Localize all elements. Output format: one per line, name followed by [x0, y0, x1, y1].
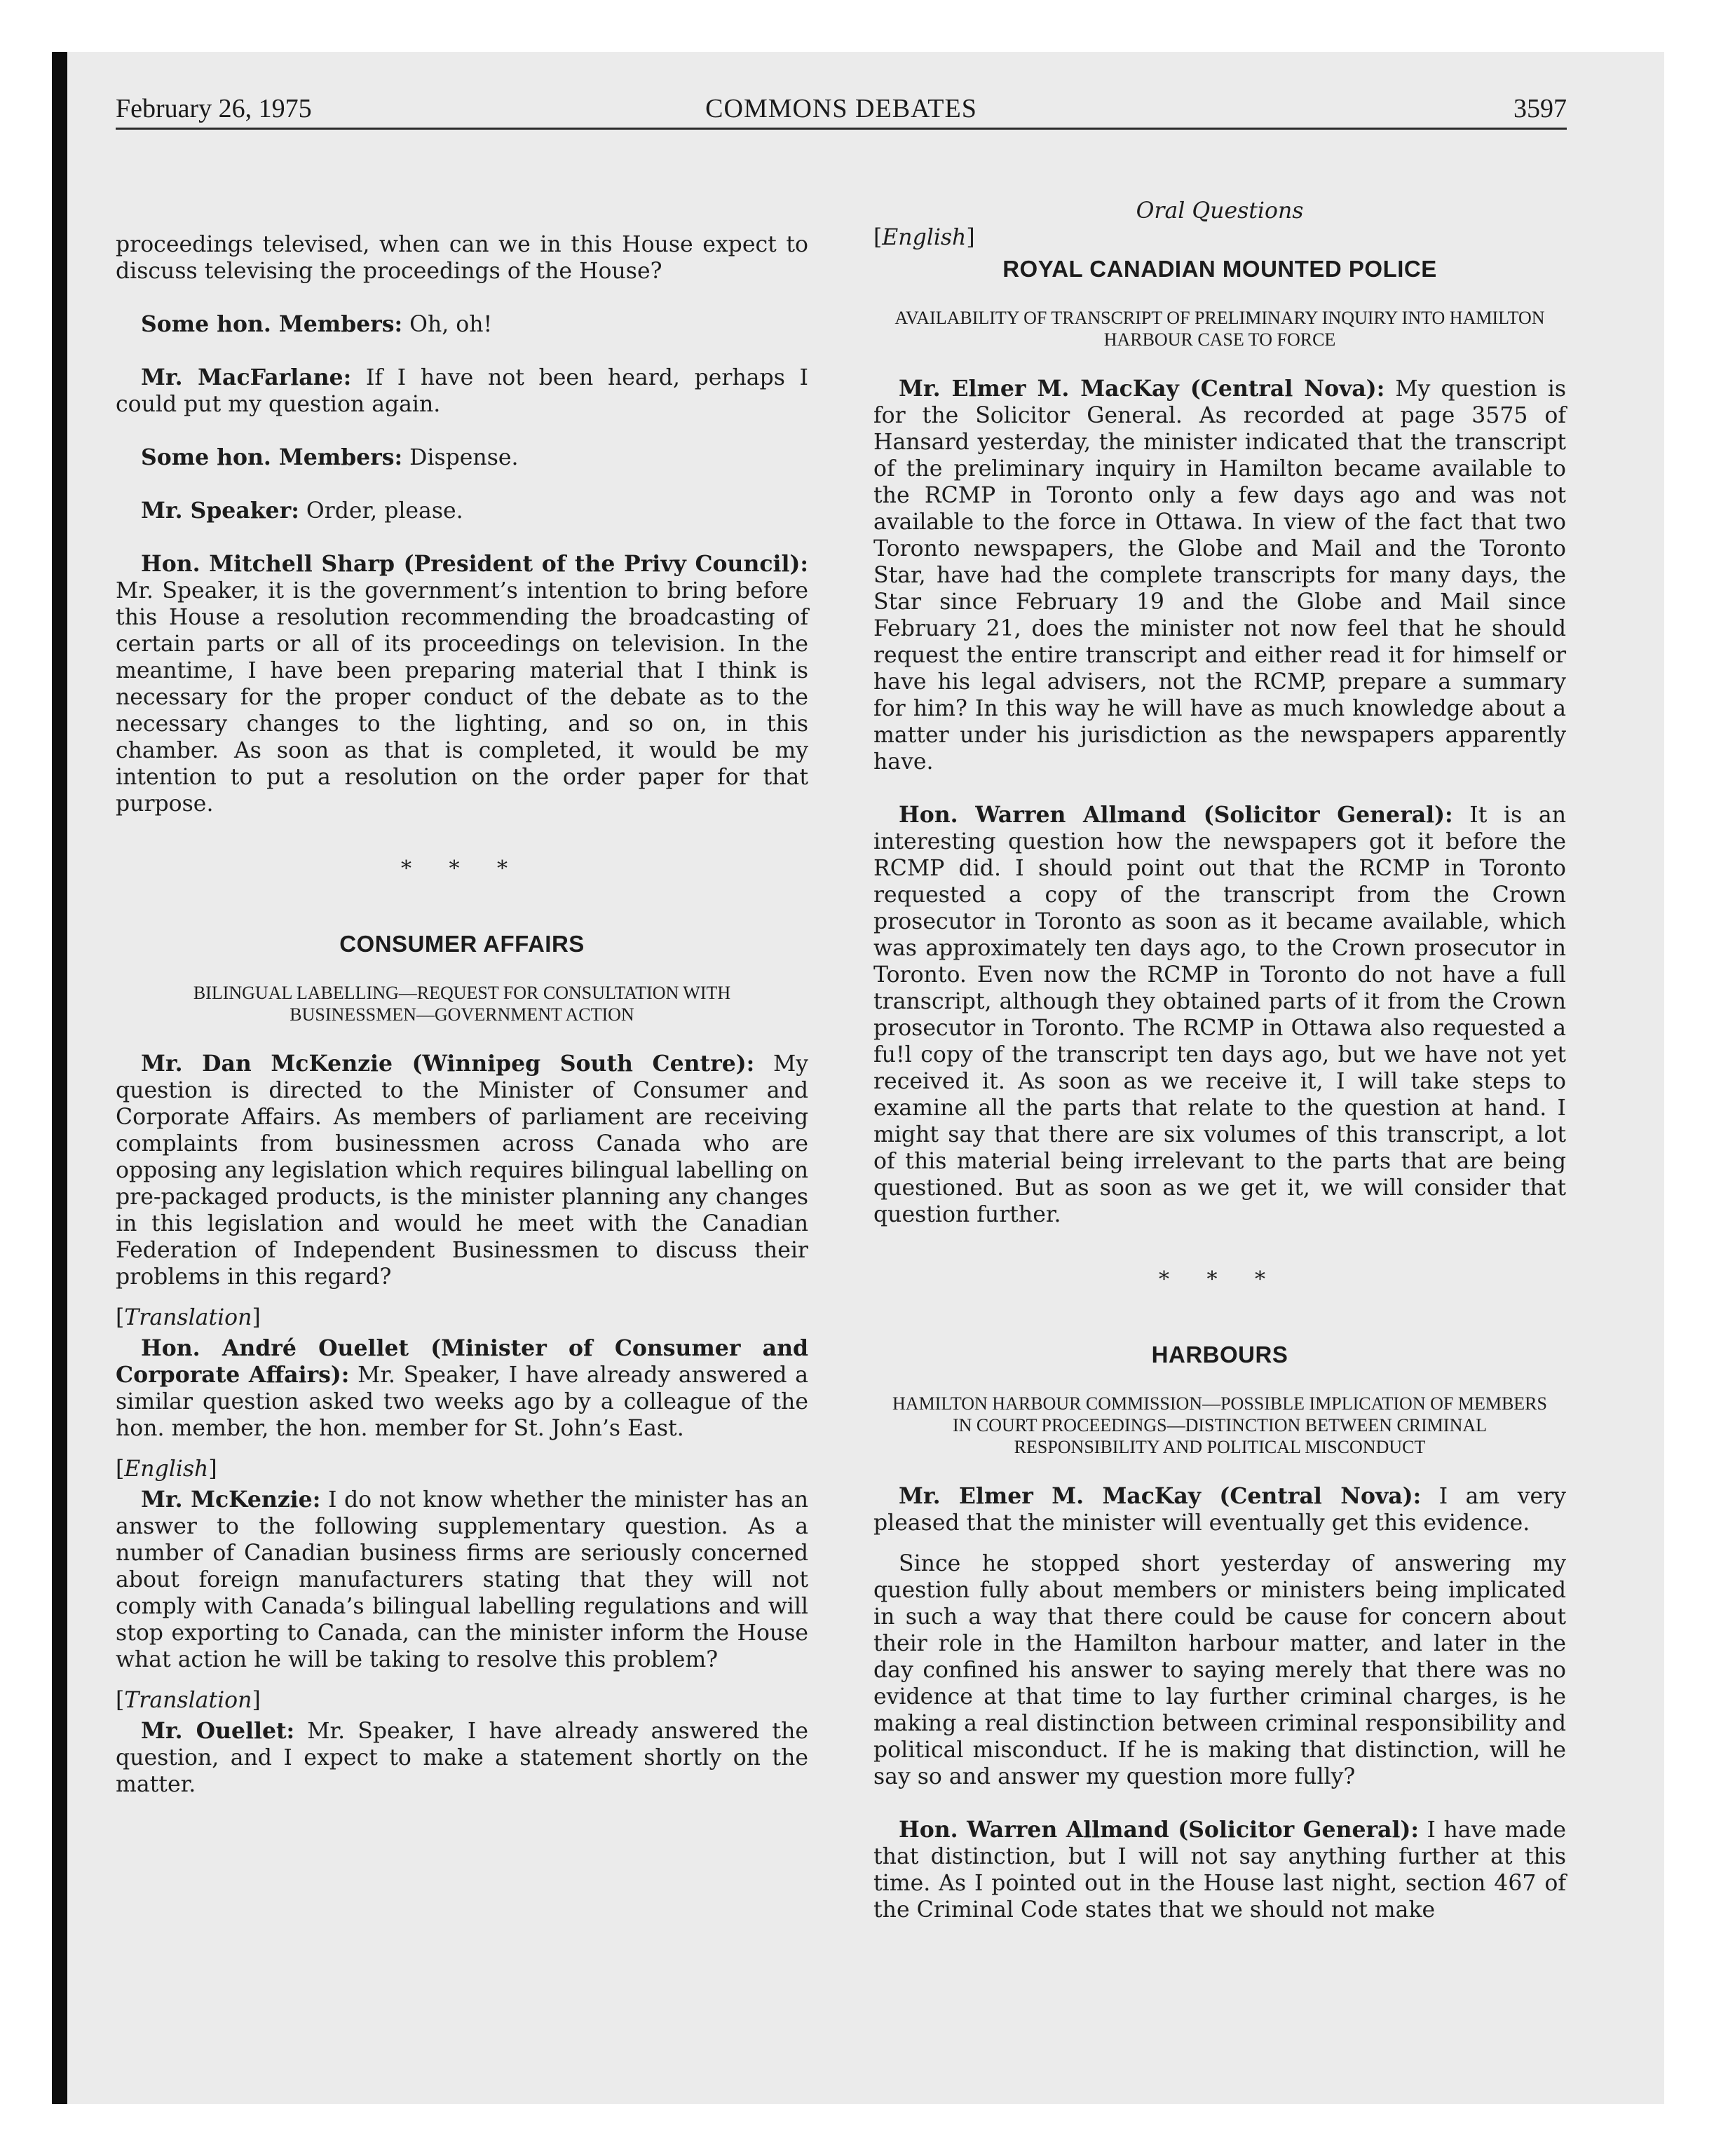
speaker-name: Some hon. Members:: [141, 311, 403, 337]
language-note: [English]: [873, 225, 975, 250]
speaker-name: Mr. McKenzie:: [141, 1487, 321, 1513]
right-column: [873, 140, 1566, 1950]
subject-heading: ROYAL CANADIAN MOUNTED POLICE: [1002, 256, 1437, 282]
subheading: HAMILTON HARBOUR COMMISSION—POSSIBLE IMPLICATION OF MEMBERS IN COURT PROCEEDINGS—DISTINCTION BETWEEN CRIMINAL RESPONSIBILITY AND POLITICAL MISCONDUCT: [892, 1393, 1547, 1457]
paragraph: Mr. Ouellet: Mr. Speaker, I have already answered the question, and I expect to make a statement shortly on the matter.: [116, 1718, 808, 1797]
paragraph: Hon. Warren Allmand (Solicitor General): It is an interesting question how the newspapers got it before the RCMP did. I should point out that the RCMP in Toronto requested a copy of the transcript from the Crown prosecutor in Toronto as soon as it became available, which was approximately ten days ago, to the Crown prosecutor in Toronto. Even now the RCMP in Toronto do not have a full transcript, although they obtained parts of it from the Crown prosecutor in Toronto. The RCMP in Ottawa also requested a fu!l copy of the transcript ten days ago, but we have not yet received it. As soon as we receive it, I will take steps to examine all the parts that relate to the question at hand. I might say that there are six volumes of this transcript, a lot of this material being irrelevant to the parts that are being questioned. But as soon as we get it, we will consider that question further.: [873, 802, 1566, 1227]
speaker-name: Mr. MacFarlane:: [141, 364, 352, 390]
language-note: [Translation]: [116, 1688, 261, 1713]
speaker-name: Mr. Dan McKenzie (Winnipeg South Centre):: [141, 1051, 755, 1077]
header-journal-title: COMMONS DEBATES: [705, 94, 977, 123]
scan-border-edge: [52, 52, 67, 2104]
speaker-name: Mr. Speaker:: [141, 498, 299, 524]
speaker-name: Hon. Mitchell Sharp (President of the Privy Council):: [141, 551, 808, 577]
section-separator: * * *: [400, 857, 524, 881]
header-page-number: 3597: [1513, 94, 1567, 123]
language-note: [English]: [116, 1456, 217, 1482]
speaker-name: Hon. Warren Allmand (Solicitor General):: [899, 802, 1453, 828]
speaker-name: Mr. Elmer M. MacKay (Central Nova):: [899, 1483, 1422, 1509]
paragraph: Since he stopped short yesterday of answering my question fully about members or ministers being implicated in such a way that there could be cause for concern about their role in the Hamilton harbour matter, and later in the day confined his answer to saying merely that there was no evidence at that time to lay further criminal charges, is he making a real distinction between criminal responsibility and political misconduct. If he is making that distinction, will he say so and answer my question more fully?: [873, 1551, 1566, 1789]
paragraph: Hon. Mitchell Sharp (President of the Privy Council): Mr. Speaker, it is the government’s intention to bring before this House a resolution recommending the broadcasting of certain parts or all of its proceedings on television. In the meantime, I have been preparing material that I think is necessary for the proper conduct of the debate as to the necessary changes to the lighting, and so on, in this chamber. As soon as that is completed, it would be my intention to put a resolution on the order paper for that purpose.: [116, 551, 808, 817]
paragraph: Mr. MacFarlane: If I have not been heard, perhaps I could put my question again.: [116, 364, 809, 417]
speaker-name: Hon. André Ouellet (Minister of Consumer and Corporate Affairs):: [116, 1335, 808, 1388]
speaker-name: Mr. Ouellet:: [141, 1718, 295, 1744]
paragraph: Mr. McKenzie: I do not know whether the minister has an answer to the following supplementary question. As a number of Canadian business firms are seriously concerned about foreign manufacturers stating that they will not comply with Canada’s bilingual labelling regulations and will stop exporting to Canada, can the minister inform the House what action he will be taking to resolve this problem?: [116, 1487, 808, 1672]
paragraph: Mr. Elmer M. MacKay (Central Nova): My question is for the Solicitor General. As recorded at page 3575 of Hansard yesterday, the minister indicated that the transcript of the preliminary inquiry in Hamilton became available to the RCMP in Toronto only a few days ago and was not available to the force in Ottawa. In view of the fact that two Toronto newspapers, the Globe and Mail and the Toronto Star, have had the complete transcripts for many days, the Star since February 19 and the Globe and Mail since February 21, does the minister not now feel that he should request the entire transcript and either read it for himself or have his legal advisers, not the RCMP, prepare a summary for him? In this way he will have as much knowledge about a matter under his jurisdiction as the newspapers apparently have.: [873, 376, 1566, 775]
section-separator: * * *: [1158, 1267, 1281, 1292]
paragraph: Mr. Dan McKenzie (Winnipeg South Centre): My question is directed to the Minister of Consumer and Corporate Affairs. As members of parliament are receiving complaints from businessmen across Canada who are opposing any legislation which requires bilingual labelling on pre-packaged products, is the minister planning any changes in this legislation and would he meet with the Canadian Federation of Independent Businessmen to discuss their problems in this regard?: [116, 1051, 809, 1290]
speaker-name: Mr. Elmer M. MacKay (Central Nova):: [899, 376, 1385, 402]
subheading: AVAILABILITY OF TRANSCRIPT OF PRELIMINARY INQUIRY INTO HAMILTON HARBOUR CASE TO FORCE: [894, 308, 1545, 350]
language-note: [Translation]: [116, 1305, 261, 1330]
speaker-name: Hon. Warren Allmand (Solicitor General):: [899, 1817, 1420, 1843]
subject-heading: HARBOURS: [1151, 1342, 1288, 1367]
paragraph: Hon. André Ouellet (Minister of Consumer and Corporate Affairs): Mr. Speaker, I have already answered a similar question asked two weeks ago by a colleague of the hon. member, the hon. member for St. John’s East.: [116, 1335, 808, 1441]
subheading: BILINGUAL LABELLING—REQUEST FOR CONSULTATION WITH BUSINESSMEN—GOVERNMENT ACTION: [193, 983, 731, 1025]
section-running-label: Oral Questions: [1136, 198, 1304, 224]
left-column: [116, 140, 808, 1824]
paragraph: Mr. Speaker: Order, please.: [141, 498, 463, 524]
paragraph: proceedings televised, when can we in this House expect to discuss televising the proceedings of the House?: [116, 232, 808, 284]
header-rule: [116, 128, 1567, 130]
paragraph: Some hon. Members: Oh, oh!: [141, 311, 493, 337]
paragraph: Hon. Warren Allmand (Solicitor General): I have made that distinction, but I will not say anything further at this time. As I pointed out in the House last night, section 467 of the Criminal Code states that we should not make: [873, 1817, 1566, 1923]
subject-heading: CONSUMER AFFAIRS: [339, 931, 585, 957]
paragraph: Mr. Elmer M. MacKay (Central Nova): I am very pleased that the minister will eventually get this evidence.: [873, 1483, 1566, 1536]
header-date: February 26, 1975: [116, 94, 312, 123]
paragraph: Some hon. Members: Dispense.: [141, 444, 519, 470]
speaker-name: Some hon. Members:: [141, 444, 403, 470]
